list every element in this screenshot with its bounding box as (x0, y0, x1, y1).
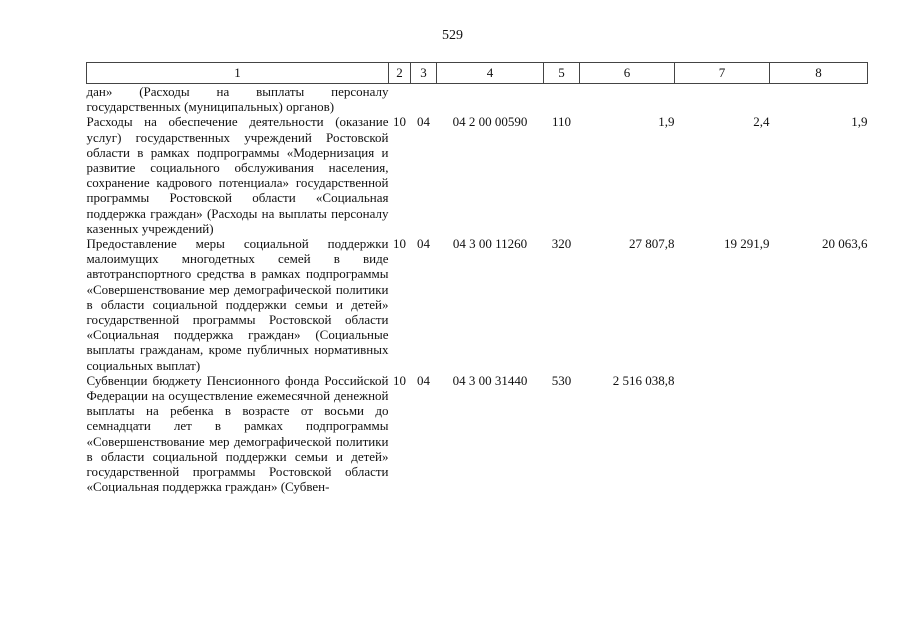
row-subsection: 04 (417, 236, 430, 252)
column-header-8: 8 (770, 63, 868, 84)
column-header-1: 1 (87, 63, 389, 84)
row-expense-type: 530 (551, 372, 572, 388)
column-header-6: 6 (580, 63, 675, 84)
row-section: 10 (393, 236, 406, 252)
table-row (87, 373, 868, 495)
column-header-4: 4 (437, 63, 544, 84)
row-description: Предоставление меры социальной поддержки малоимущих многодетных семей в виде автотранспортного средства в рамках подпрограммы «Совершенствование мер демографической политики в области социальной поддержки семьи и детей» государственной программы Ростовской области «Социальная поддержка граждан» (Социальные выплаты гражданам, кроме публичных нормативных социальных выплат) (86, 236, 389, 373)
row-amount-col6: 2 516 038,8 (612, 372, 675, 388)
column-header-2: 2 (389, 63, 411, 84)
table-row (87, 84, 868, 115)
row-target-code: 04 3 00 31440 (452, 372, 528, 388)
column-header-5: 5 (544, 63, 580, 84)
row-subsection: 04 (417, 372, 430, 388)
row-subsection: 04 (417, 114, 430, 130)
row-expense-type: 110 (551, 114, 572, 130)
row-section: 10 (393, 114, 406, 130)
row-description: дан» (Расходы на выплаты персоналу государственных (муниципальных) органов) (86, 84, 389, 115)
table-row (87, 236, 868, 373)
row-amount-col8: 1,9 (851, 114, 868, 130)
column-header-3: 3 (411, 63, 437, 84)
row-target-code: 04 3 00 11260 (452, 236, 528, 252)
row-target-code: 04 2 00 00590 (452, 114, 528, 130)
budget-table (86, 62, 868, 494)
page-number: 529 (442, 28, 463, 43)
row-amount-col7: 2,4 (753, 114, 770, 130)
row-expense-type (544, 84, 580, 115)
row-amount-col7 (675, 84, 770, 115)
row-amount-col8 (770, 84, 868, 115)
row-amount-col6: 1,9 (658, 114, 675, 130)
row-subsection (411, 84, 437, 115)
row-section (389, 84, 411, 115)
row-amount-col8: 20 063,6 (822, 236, 868, 252)
row-amount-col7: 19 291,9 (724, 236, 770, 252)
row-amount-col6: 27 807,8 (629, 236, 675, 252)
row-description: Субвенции бюджету Пенсионного фонда Российской Федерации на осуществление ежемесячной денежной выплаты на ребенка в возрасте от восьми до семнадцати лет в рамках подпрограммы «Совершенствование мер демографической политики в области социальной поддержки семьи и детей» государственной программы Ростовской области «Социальная поддержка граждан» (Субвен- (86, 372, 389, 495)
row-target-code (437, 84, 544, 115)
row-description: Расходы на обеспечение деятельности (оказание услуг) государственных учреждений Ростовской области в рамках подпрограммы «Модернизация и развитие социального обслуживания населения, сохранение кадрового потенциала» государственной программы Ростовской области «Социальная поддержка граждан» (Расходы на выплаты персоналу казенных учреждений) (86, 114, 389, 236)
column-number-header-row (87, 63, 868, 84)
column-header-7: 7 (675, 63, 770, 84)
row-amount-col6 (580, 84, 675, 115)
row-expense-type: 320 (551, 236, 572, 252)
row-section: 10 (393, 372, 406, 388)
table-row (87, 114, 868, 236)
row-amount-col8 (770, 373, 868, 495)
row-amount-col7 (675, 373, 770, 495)
